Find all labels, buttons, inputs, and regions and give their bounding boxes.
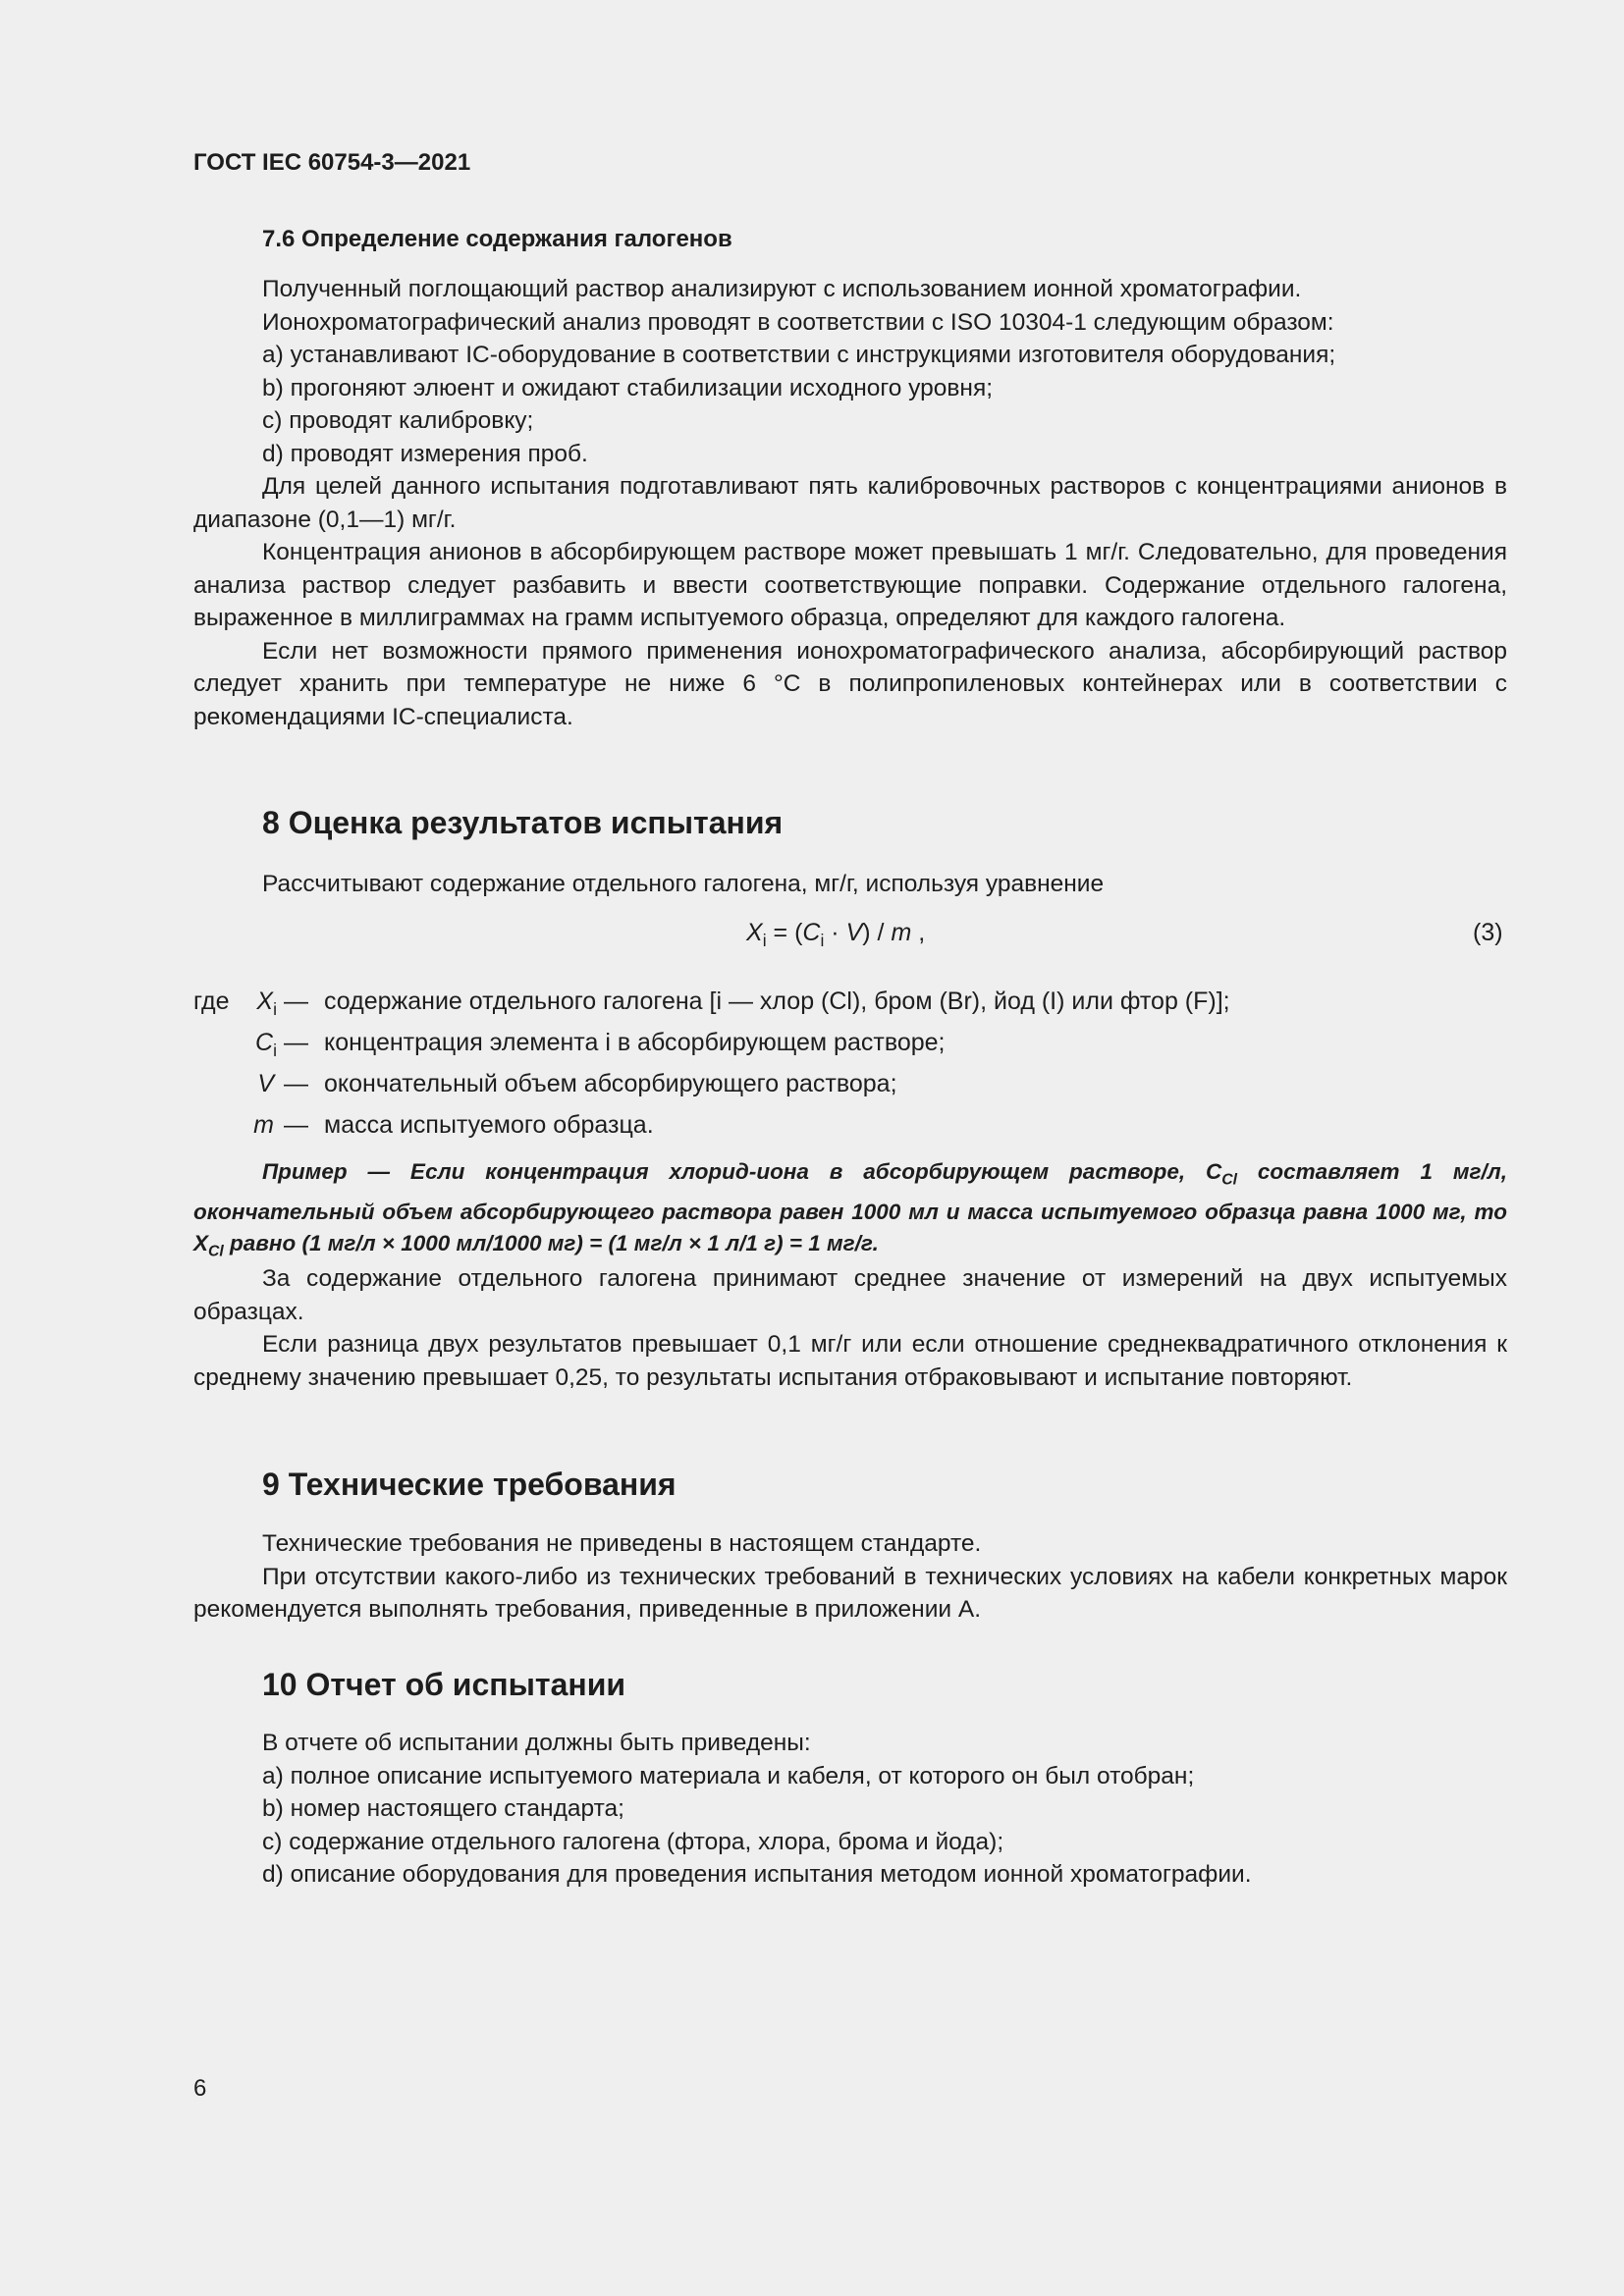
equation-number: (3) [1473,919,1503,946]
paragraph: В отчете об испытании должны быть приведены: [262,1730,811,1756]
where-symbol [193,1029,277,1061]
formula-text: · [824,919,846,946]
example-subscript: Cl [208,1243,224,1259]
section-8-intro [193,868,1507,901]
symbol: X [256,988,274,1015]
paragraph: Полученный поглощающий раствор анализируют с использованием ионной хроматографии. [262,276,1302,302]
where-row [193,1070,1507,1103]
where-description: содержание отдельного галогена [i — хлор (Cl), бром (Br), йод (I) или фтор (F)]; [324,988,1230,1015]
formula-symbol: m [891,919,912,946]
where-row [193,1111,1507,1145]
paragraph: Концентрация анионов в абсорбирующем растворе может превышать 1 мг/г. Следовательно, для проведения анализа раствор следует разбавить и ввести соответствующие поправки. Содержание отдельного галогена, выраженное в миллиграммах на грамм испытуемого образца, определяют для каждого галогена. [193,539,1507,631]
list-item: b) номер настоящего стандарта; [262,1795,624,1822]
list-item: d) проводят измерения проб. [262,440,588,467]
where-row [193,1029,1507,1062]
formula-subscript: i [762,931,767,950]
example-text: составляет 1 мг/л, окончательный объем абсорбирующего раствора равен 1000 мл и масса испытуемого образца равна 1000 мг, то X [193,1159,1507,1255]
section-9-body [193,1527,1507,1627]
example-subscript: Cl [1221,1171,1238,1189]
example-note [193,1156,1507,1267]
document-header: ГОСТ IEC 60754-3—2021 [193,149,471,176]
symbol-subscript: i [273,999,277,1019]
where-description: концентрация элемента i в абсорбирующем растворе; [324,1029,946,1056]
equation-3 [746,919,925,951]
formula-text: = ( [766,919,803,946]
formula-subscript: i [820,931,825,950]
where-description: масса испытуемого образца. [324,1111,654,1139]
list-item: d) описание оборудования для проведения испытания методом ионной хроматографии. [262,1861,1252,1888]
example-text: Пример — Если концентрация хлорид-иона в абсорбирующем растворе, С [262,1159,1222,1184]
list-item: c) содержание отдельного галогена (фтора, хлора, брома и йода); [262,1828,1004,1855]
paragraph: Если разница двух результатов превышает 0,1 мг/г или если отношение среднеквадратичного отклонения к среднему значению превышает 0,25, то результаты испытания отбраковывают и испытание повторяют. [193,1331,1507,1391]
where-dash: — [284,1111,308,1139]
page-number: 6 [193,2075,207,2102]
formula-symbol: V [845,919,863,946]
formula-text: ) / [862,919,892,946]
section-9-title: 9 Технические требования [262,1467,677,1502]
where-symbol [193,1070,274,1098]
paragraph: При отсутствии какого-либо из технических требований в технических условиях на кабели конкретных марок рекомендуется выполнять требования, приведенные в приложении А. [193,1563,1507,1623]
list-item: a) устанавливают IC-оборудование в соответствии с инструкциями изготовителя оборудования; [262,342,1336,368]
section-10-body [193,1727,1507,1892]
section-8-body [193,1262,1507,1394]
paragraph: Для целей данного испытания подготавливают пять калибровочных растворов с концентрациями анионов в диапазоне (0,1—1) мг/г. [193,473,1507,533]
example-text: равно (1 мг/л × 1000 мл/1000 мг) = (1 мг/л × 1 л/1 г) = 1 мг/г. [223,1230,879,1255]
symbol: V [257,1070,274,1097]
formula-symbol: X [746,919,763,946]
section-10-title: 10 Отчет об испытании [262,1667,626,1702]
paragraph: Если нет возможности прямого применения ионохроматографического анализа, абсорбирующий раствор следует хранить при температуре не ниже 6 °С в полипропиленовых контейнерах или в соответствии с рекомендациями IC-специалиста. [193,637,1507,730]
formula-text: , [911,919,926,946]
formula-symbol: C [802,919,821,946]
paragraph: За содержание отдельного галогена принимают среднее значение от измерений на двух испытуемых образцах. [193,1265,1507,1325]
where-dash: — [284,988,308,1015]
where-symbol [193,1111,274,1140]
list-item: c) проводят калибровку; [262,407,534,434]
symbol-subscript: i [273,1041,277,1060]
symbol: C [255,1029,274,1056]
where-description: окончательный объем абсорбирующего раствора; [324,1070,897,1097]
section-7-6-title: 7.6 Определение содержания галогенов [262,226,732,252]
paragraph: Рассчитывают содержание отдельного галогена, мг/г, используя уравнение [262,871,1105,897]
where-dash: — [284,1029,308,1056]
list-item: a) полное описание испытуемого материала и кабеля, от которого он был отобран; [262,1762,1195,1789]
where-row [193,988,1507,1021]
list-item: b) прогоняют элюент и ожидают стабилизации исходного уровня; [262,374,994,401]
paragraph: Ионохроматографический анализ проводят в соответствии с ISO 10304-1 следующим образом: [262,308,1334,336]
where-dash: — [284,1070,308,1097]
section-8-title: 8 Оценка результатов испытания [262,805,784,840]
symbol: m [253,1111,274,1139]
where-symbol [193,988,277,1020]
section-7-6-body [193,273,1507,733]
paragraph: Технические требования не приведены в настоящем стандарте. [262,1530,982,1557]
where-label: где [193,988,230,1015]
